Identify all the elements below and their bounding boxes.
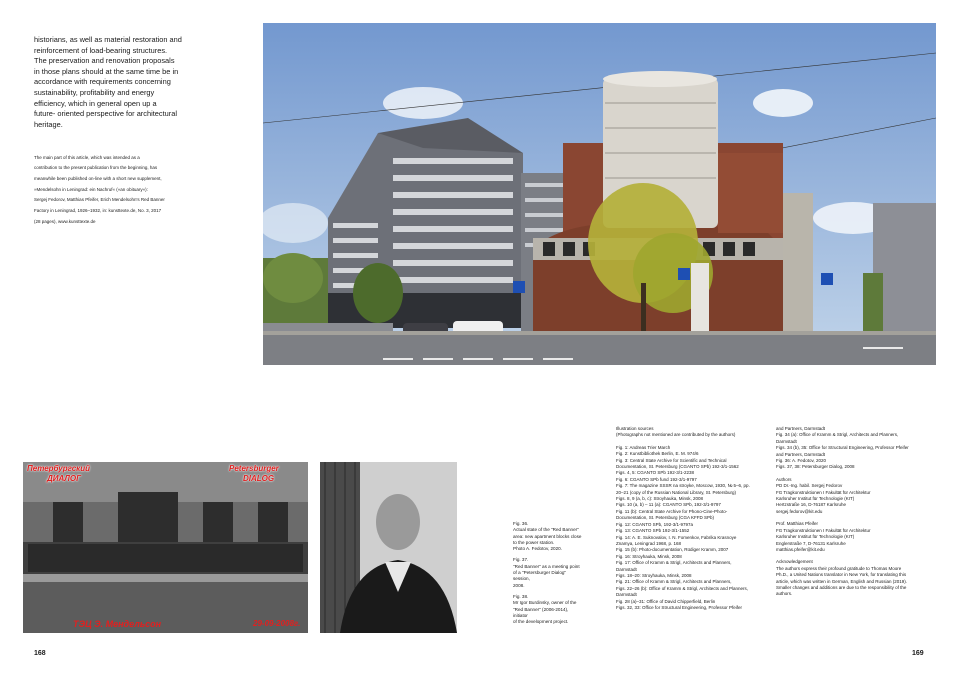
banner-left-line: Петербургский — [27, 464, 90, 473]
caption-line: 2008. — [513, 582, 525, 588]
text-line: Fig. 36: A. Fedotov, 2020 — [776, 458, 826, 464]
text-line: 20–21 (copy of the Russian National Library, St. Petersburg) — [616, 489, 736, 495]
text-line: Fig. 34 (a): Office of Kramm & Strigl, Architects and Planners, — [776, 432, 899, 438]
caption-line: Photo A. Fedotov, 2020. — [513, 546, 562, 552]
banner-right-line: Petersburger — [229, 464, 279, 473]
banner-left-title — [27, 464, 90, 484]
caption-line: "Red Banner" as a meeting point — [513, 563, 580, 569]
text-line: Figs. 37, 38: Petersburger Dialog, 2008 — [776, 464, 855, 470]
text-line: Figs. 4, 5: CGANTO SPb 192-3/1-2238 — [616, 470, 694, 476]
text-line: Fig. 2: Kunstbibliothek Berlin, E. M. 974/6 — [616, 451, 699, 457]
intro-text — [34, 35, 194, 130]
text-line: Documentation, St. Petersburg (CGANTO SPb) 192-3/1-1562 — [616, 464, 739, 470]
banner-right-title — [229, 464, 279, 484]
text-line: Documentation, St. Petersburg (CGA KFFD SPb) — [616, 515, 715, 521]
text-line: Figs. 8, 9 (a, b, c): Stroyhauka, Minsk, 2008 — [616, 496, 704, 502]
fig37-photo — [23, 462, 308, 633]
text-line: Prof. Matthias Pfeifer — [776, 521, 819, 527]
page-number-right: 169 — [912, 650, 924, 657]
intro-line: efficiency, which in general open up a — [34, 98, 157, 108]
fig38-photo — [320, 462, 457, 633]
text-line: Fig. 1: Andreas Trier March — [616, 444, 671, 450]
text-line: Znamya, Leningrad 1968, p. 168 — [616, 540, 682, 546]
text-line: (Photographs not mentioned are contributed by the authors) — [616, 432, 736, 438]
footnote — [34, 150, 194, 229]
text-line: Darmstadt — [616, 566, 637, 572]
caption-line: Actual state of the "Red Banner" — [513, 527, 579, 533]
text-line: Fig. 15 (b): Photo-documentation, Rüdiger Kramm, 2007 — [616, 547, 729, 553]
caption-line: of the development project. — [513, 619, 569, 625]
intro-line: historians, as well as material restoration and — [34, 35, 182, 44]
footnote-line: The main part of this article, which was intended as a — [34, 154, 140, 160]
text-line: Fig. 11 (b): Central State Archive for Phono-Cine-Photo- — [616, 508, 728, 514]
banner-bottom-right: 29-09-2008г. — [253, 619, 301, 628]
captions — [513, 521, 583, 630]
text-line: Darmstadt — [616, 592, 637, 598]
page-number-left: 168 — [34, 650, 46, 657]
text-line: Figs. 32, 33: Office for Structural Engineering, Professor Pfeifer — [616, 604, 742, 610]
text-line: and Partners, Darmstadt — [776, 451, 826, 457]
intro-line: accordance with requirements concerning — [34, 77, 171, 87]
footnote-line: Factory in Leningrad, 1926–1932, in: kunsttexte.de, No. 3, 2017 — [34, 208, 162, 214]
street-scene-image — [263, 23, 936, 365]
intro-line: future- oriented perspective for architectural — [34, 109, 177, 119]
text-line: Fig. 14: A. E. Suknovalov, I. N. Fomenkov, Fabrika Krasnoye — [616, 534, 737, 540]
text-line: Fig. 6: CGANTO SPb fund 192-3/1-9797 — [616, 476, 697, 482]
caption-line: of a "Petersburger Dialog" session, — [513, 570, 567, 582]
text-line: PD Dr.-Ing. habil. Sergej Fedorov — [776, 483, 843, 489]
text-line: Hertzstraße 16, D-76187 Karlsruhe — [776, 502, 847, 508]
text-line: Figs. 18–20: Stroyhauka, Minsk, 2008 — [616, 572, 692, 578]
text-line: article, which was written in German, English and Russian (2019). — [776, 578, 908, 584]
intro-line: reinforcement of load-bearing structures. — [34, 45, 168, 55]
text-line: Karlsruher Institut für Technologie (KIT) — [776, 496, 855, 502]
text-line: The authors express their profound gratitude to Thomas Moore — [776, 565, 902, 571]
fig36-photo — [263, 23, 936, 365]
intro-line: heritage. — [34, 119, 63, 129]
text-line: Fig. 13: CGANTO SPb 192-3/1-1552 — [616, 528, 690, 534]
text-line: FG Tragkonstruktionen I Fakultät für Architektur — [776, 489, 871, 495]
footnote-line: meanwhile been published on-line with a short new supplement, — [34, 175, 162, 181]
text-line: Darmstadt — [776, 438, 797, 444]
text-line: Fig. 21: Office of Kramm & Strigl, Architects and Planners, — [616, 579, 732, 585]
footnote-line: (28 pages), www.kunsttexte.de — [34, 218, 96, 224]
caption-line: area: new apartment blocks close — [513, 533, 582, 539]
text-line: Englerstraße 7, D-76131 Karlsruhe — [776, 540, 846, 546]
intro-line: in those plans should at the same time be in — [34, 66, 179, 76]
caption-line: Mr Igor Burdinsky, owner of the — [513, 600, 577, 606]
intro-line: sustainability, profitability and energy — [34, 87, 155, 97]
text-line: Fig. 7: The magazine SSSR na stroyke, Moscow, 1930, № 5–6, pp. — [616, 483, 750, 489]
text-line: Fig. 28 (a)–31: Office of David Chipperfield, Berlin — [616, 598, 716, 604]
text-line: matthias.pfeifer@kit.edu — [776, 546, 825, 552]
caption-line: Fig. 36. — [513, 521, 529, 526]
footnote-line: contribution to the present publication from the beginning, has — [34, 165, 158, 171]
caption-line: to the power station. — [513, 539, 555, 545]
text-line: Ph.D., a United Nations translator in New York, for translating this — [776, 572, 907, 578]
text-line: Karlsruher Institut für Technologie (KIT) — [776, 534, 855, 540]
text-line: Figs. 10 (a, b) – 11 (a): CGANTO SPb, 192-3/1-9797 — [616, 502, 721, 508]
text-line: Figs. 34 (b), 35: Office for Structural Engineering, Professor Pfeifer — [776, 445, 909, 451]
text-line: FG Tragkonstruktionen I Fakultät für Architektur — [776, 527, 871, 533]
building-facade-image — [23, 462, 308, 633]
text-line: Fig. 17: Office of Kramm & Strigl, Architects and Planners, — [616, 560, 732, 566]
banner-bottom-left: ТЭЦ Э. Мендельсон — [73, 619, 162, 629]
text-line: Acknowledgement — [776, 559, 813, 565]
text-line: authors. — [776, 591, 793, 597]
banner-left-line: ДИАЛОГ — [47, 474, 82, 483]
illustration-sources — [616, 426, 776, 611]
text-line: Figs. 22–26 (b): Office of Kramm & Strigl, Architects and Planners, — [616, 585, 748, 591]
portrait-image — [320, 462, 457, 633]
text-line: Fig. 16: Stroyhauka, Minsk, 2008 — [616, 553, 682, 559]
text-line: Authors — [776, 476, 792, 482]
text-line: sergej.fedorov@kit.edu — [776, 508, 823, 514]
authors-column — [776, 426, 936, 598]
intro-line: The preservation and renovation proposals — [34, 56, 175, 66]
banner-right-line: DIALOG — [243, 474, 275, 483]
text-line: Smaller changes and additions are due to the responsibility of the — [776, 584, 907, 590]
caption-38 — [513, 594, 583, 625]
text-line: Fig. 3: Central State Archive for Scientific and Technical — [616, 457, 727, 463]
footnote-line: »Mendelsohn in Leningrad: ein Nachruf« (»an obituary«): — [34, 186, 148, 192]
text-line: Fig. 12: CGANTO SPb, 192-3/1-9797a — [616, 521, 693, 527]
caption-line: Fig. 38. — [513, 593, 529, 599]
caption-37 — [513, 557, 583, 588]
text-line: Illustration sources — [616, 426, 654, 431]
caption-36 — [513, 521, 583, 552]
text-line: and Partners, Darmstadt — [776, 426, 826, 431]
caption-line: Fig. 37. — [513, 557, 529, 563]
footnote-line: Sergej Fedorov, Matthias Pfeifer, Erich Mendelsohn's Red Banner — [34, 197, 165, 203]
caption-line: "Red Banner" (2006-2014), initiator — [513, 606, 569, 618]
